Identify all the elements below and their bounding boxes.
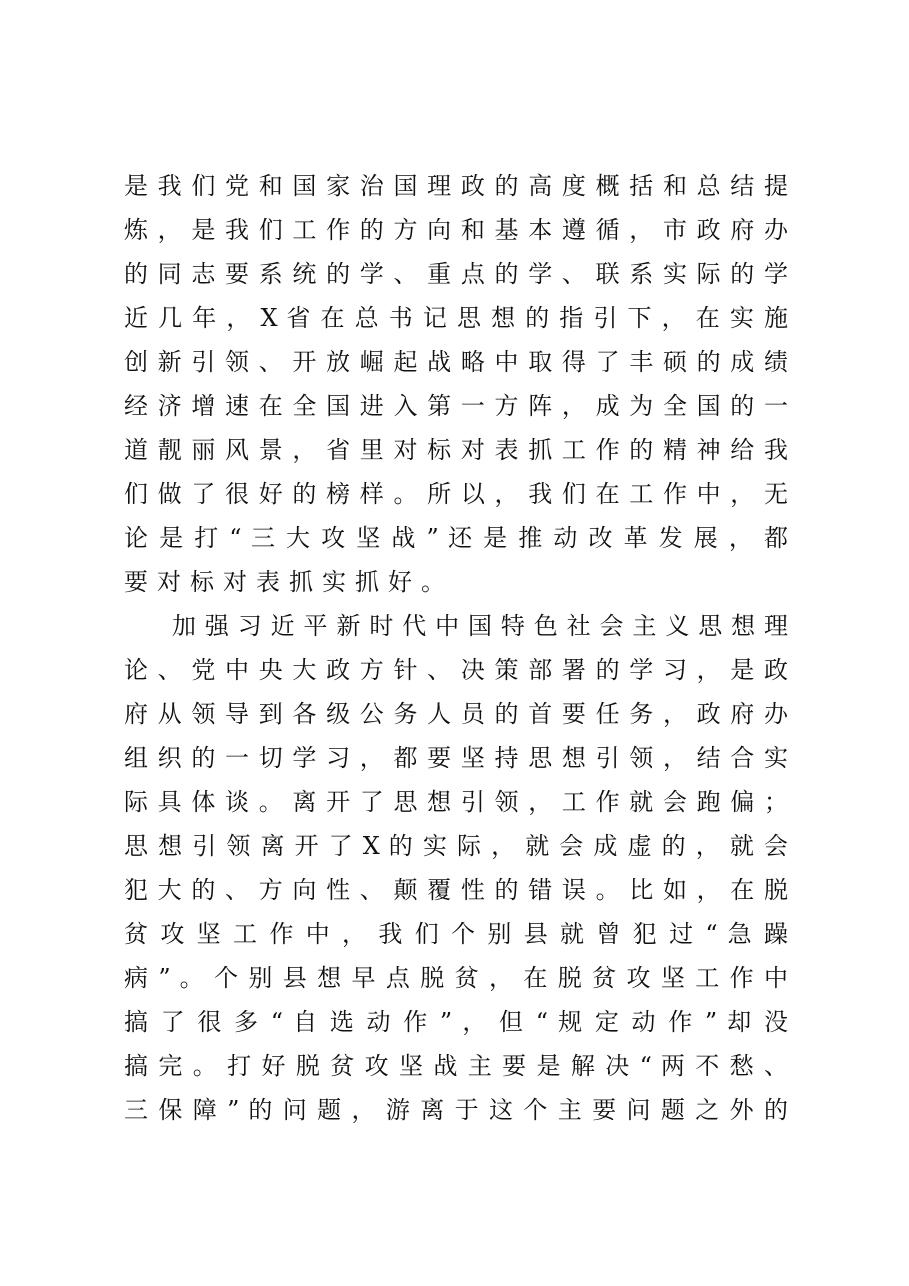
paragraph-end-line: 要对标对表抓实抓好。 xyxy=(124,568,454,596)
text-line: 近 几 年 ， X 省 在 总 书 记 思 想 的 指 引 下 ， 在 实 施 xyxy=(124,304,788,332)
text-line: 论 是 打 “ 三 大 攻 坚 战 ” 还 是 推 动 改 革 发 展 ， 都 xyxy=(124,524,788,552)
text-line: 贫 攻 坚 工 作 中 ， 我 们 个 别 县 就 曾 犯 过 “ 急 躁 xyxy=(124,920,788,948)
text-line: 府 从 领 导 到 各 级 公 务 人 员 的 首 要 任 务 ， 政 府 办 xyxy=(124,700,788,728)
text-line: 炼 ， 是 我 们 工 作 的 方 向 和 基 本 遵 循 ， 市 政 府 办 xyxy=(124,216,788,244)
text-line: 搞 了 很 多 “ 自 选 动 作 ” ， 但 “ 规 定 动 作 ” 却 没 xyxy=(124,1008,788,1036)
text-line: 经 济 增 速 在 全 国 进 入 第 一 方 阵 ， 成 为 全 国 的 一 xyxy=(124,392,788,420)
text-line: 际 具 体 谈 。 离 开 了 思 想 引 领 ， 工 作 就 会 跑 偏 ； xyxy=(124,788,788,816)
text-line: 创 新 引 领 、 开 放 崛 起 战 略 中 取 得 了 丰 硕 的 成 绩 xyxy=(124,348,788,376)
body-text xyxy=(124,164,788,1132)
text-line: 论 、 党 中 央 大 政 方 针 、 决 策 部 署 的 学 习 ， 是 政 xyxy=(124,656,788,684)
text-line: 搞 完 。 打 好 脱 贫 攻 坚 战 主 要 是 解 决 “ 两 不 愁 、 xyxy=(124,1052,788,1080)
text-line: 们 做 了 很 好 的 榜 样 。 所 以 ， 我 们 在 工 作 中 ， 无 xyxy=(124,480,788,508)
text-line: 犯 大 的 、 方 向 性 、 颠 覆 性 的 错 误 。 比 如 ， 在 脱 xyxy=(124,876,788,904)
text-line: 思 想 引 领 离 开 了 X 的 实 际 ， 就 会 成 虚 的 ， 就 会 xyxy=(124,832,788,860)
paragraph-start-line: 加 强 习 近 平 新 时 代 中 国 特 色 社 会 主 义 思 想 理 xyxy=(172,612,788,640)
text-line: 三 保 障 ” 的 问 题 ， 游 离 于 这 个 主 要 问 题 之 外 的 xyxy=(124,1096,788,1124)
text-line: 道 靓 丽 风 景 ， 省 里 对 标 对 表 抓 工 作 的 精 神 给 我 xyxy=(124,436,788,464)
text-line: 的 同 志 要 系 统 的 学 、 重 点 的 学 、 联 系 实 际 的 学 xyxy=(124,260,788,288)
text-line: 病 ” 。 个 别 县 想 早 点 脱 贫 ， 在 脱 贫 攻 坚 工 作 中 xyxy=(124,964,788,992)
text-line: 是 我 们 党 和 国 家 治 国 理 政 的 高 度 概 括 和 总 结 提 xyxy=(124,172,788,200)
text-line: 组 织 的 一 切 学 习 ， 都 要 坚 持 思 想 引 领 ， 结 合 实 xyxy=(124,744,788,772)
